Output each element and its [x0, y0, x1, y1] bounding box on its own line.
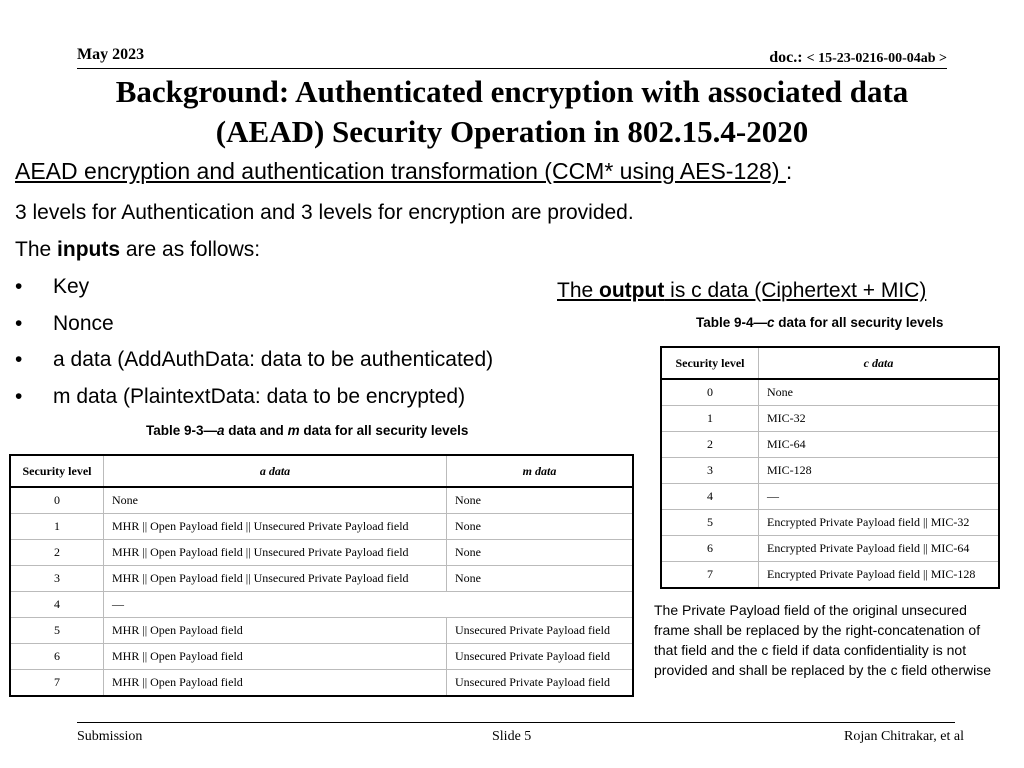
table-row — [661, 536, 999, 562]
cell-c-data: MIC-128 — [759, 458, 1000, 484]
header-rule — [77, 68, 947, 69]
cell-m-data: Unsecured Private Payload field — [447, 644, 634, 670]
table-row — [661, 458, 999, 484]
cell-m-data: Unsecured Private Payload field — [447, 618, 634, 644]
table-am-data — [9, 454, 634, 697]
table-row — [10, 592, 633, 618]
table-am-caption — [146, 423, 468, 438]
caption-part: a — [217, 423, 225, 438]
caption-part: data for all security levels — [299, 423, 469, 438]
inputs-post: are as follows: — [120, 238, 261, 261]
subtitle — [15, 158, 792, 185]
cell-level: 4 — [10, 592, 104, 618]
table-row — [661, 562, 999, 589]
table-row — [661, 379, 999, 406]
header-security-level: Security level — [10, 455, 104, 487]
table-row — [661, 406, 999, 432]
cell-c-data: Encrypted Private Payload field || MIC-128 — [759, 562, 1000, 589]
bullet-item: • a data (AddAuthData: data to be authenticated) — [15, 348, 494, 371]
payload-note: The Private Payload field of the original unsecured frame shall be replaced by the right-concatenation of that field and the c field if data confidentiality is not provided and shall be replaced by the c field otherwise — [654, 602, 991, 678]
bullet-text: a data (AddAuthData: data to be authenticated) — [53, 348, 494, 371]
caption-part: data and — [224, 423, 288, 438]
cell-level: 3 — [661, 458, 759, 484]
output-bold: output — [599, 279, 665, 302]
cell-a-data: MHR || Open Payload field || Unsecured Private Payload field — [104, 566, 447, 592]
title-line-2: (AEAD) Security Operation in 802.15.4-2020 — [215, 114, 809, 149]
header-date: May 2023 — [77, 46, 145, 63]
cell-c-data: MIC-32 — [759, 406, 1000, 432]
footer-submission: Submission — [77, 729, 143, 744]
table-row — [661, 484, 999, 510]
cell-a-data: MHR || Open Payload field — [104, 618, 447, 644]
cell-level: 7 — [10, 670, 104, 697]
cell-level: 0 — [10, 487, 104, 514]
cell-level: 5 — [661, 510, 759, 536]
cell-c-data: None — [759, 379, 1000, 406]
output-post: is c data (Ciphertext + MIC) — [664, 279, 927, 302]
bullet-item: • m data (PlaintextData: data to be encrypted) — [15, 385, 466, 408]
cell-level: 3 — [10, 566, 104, 592]
table-row — [10, 618, 633, 644]
cell-a-data: — — [104, 592, 634, 618]
footer-author: Rojan Chitrakar, et al — [844, 729, 964, 744]
cell-m-data: Unsecured Private Payload field — [447, 670, 634, 697]
cell-a-data: None — [104, 487, 447, 514]
table-row — [661, 510, 999, 536]
bullet-text: Nonce — [53, 312, 114, 335]
cell-a-data: MHR || Open Payload field — [104, 644, 447, 670]
cell-level: 6 — [10, 644, 104, 670]
doc-id: < 15-23-0216-00-04ab > — [806, 51, 947, 66]
header-security-level: Security level — [661, 347, 759, 379]
bullet-item: • Nonce — [15, 312, 114, 335]
title-line-1: Background: Authenticated encryption with associated data — [115, 74, 909, 109]
table-c-data — [660, 346, 1000, 589]
table-row — [10, 566, 633, 592]
output-pre: The — [557, 279, 600, 302]
header-c-data: c data — [759, 347, 1000, 379]
table-row — [10, 670, 633, 697]
caption-part: m — [287, 423, 300, 438]
header-a-data: a data — [104, 455, 447, 487]
inputs-line — [15, 238, 260, 262]
caption-part: c — [767, 315, 775, 330]
table-row — [10, 514, 633, 540]
output-line — [557, 279, 926, 303]
table-header-row — [661, 347, 999, 379]
doc-prefix: doc.: — [769, 49, 807, 66]
bullet-item: • Key — [15, 275, 90, 298]
levels-line: 3 levels for Authentication and 3 levels for encryption are provided. — [15, 201, 634, 224]
cell-m-data: None — [447, 487, 634, 514]
cell-level: 1 — [661, 406, 759, 432]
table-header-row — [10, 455, 633, 487]
table-row — [10, 487, 633, 514]
bullet-text: m data (PlaintextData: data to be encrypted) — [53, 385, 466, 408]
caption-part: Table 9-4— — [696, 315, 768, 330]
table-row — [10, 644, 633, 670]
cell-m-data: None — [447, 514, 634, 540]
footer-slide-number: Slide 5 — [492, 729, 532, 744]
table-row — [10, 540, 633, 566]
table-c-caption — [696, 315, 943, 330]
header-doc-id — [769, 49, 947, 67]
header-m-data: m data — [447, 455, 634, 487]
cell-m-data: None — [447, 540, 634, 566]
cell-level: 6 — [661, 536, 759, 562]
cell-a-data: MHR || Open Payload field — [104, 670, 447, 697]
inputs-pre: The — [15, 238, 58, 261]
cell-m-data: None — [447, 566, 634, 592]
cell-level: 5 — [10, 618, 104, 644]
cell-c-data: — — [759, 484, 1000, 510]
cell-level: 2 — [10, 540, 104, 566]
subtitle-underlined: AEAD encryption and authentication transformation (CCM* using AES-128) — [15, 158, 786, 184]
table-row — [661, 432, 999, 458]
bullet-text: Key — [53, 275, 90, 298]
subtitle-colon: : — [785, 158, 793, 184]
cell-level: 7 — [661, 562, 759, 589]
caption-part: Table 9-3— — [146, 423, 218, 438]
cell-c-data: Encrypted Private Payload field || MIC-64 — [759, 536, 1000, 562]
cell-c-data: Encrypted Private Payload field || MIC-32 — [759, 510, 1000, 536]
footer-rule — [77, 722, 955, 723]
cell-c-data: MIC-64 — [759, 432, 1000, 458]
inputs-bold: inputs — [57, 238, 121, 261]
cell-level: 1 — [10, 514, 104, 540]
cell-a-data: MHR || Open Payload field || Unsecured Private Payload field — [104, 514, 447, 540]
caption-part: data for all security levels — [774, 315, 944, 330]
slide-title — [40, 72, 984, 152]
cell-level: 4 — [661, 484, 759, 510]
cell-level: 2 — [661, 432, 759, 458]
cell-a-data: MHR || Open Payload field || Unsecured Private Payload field — [104, 540, 447, 566]
cell-level: 0 — [661, 379, 759, 406]
